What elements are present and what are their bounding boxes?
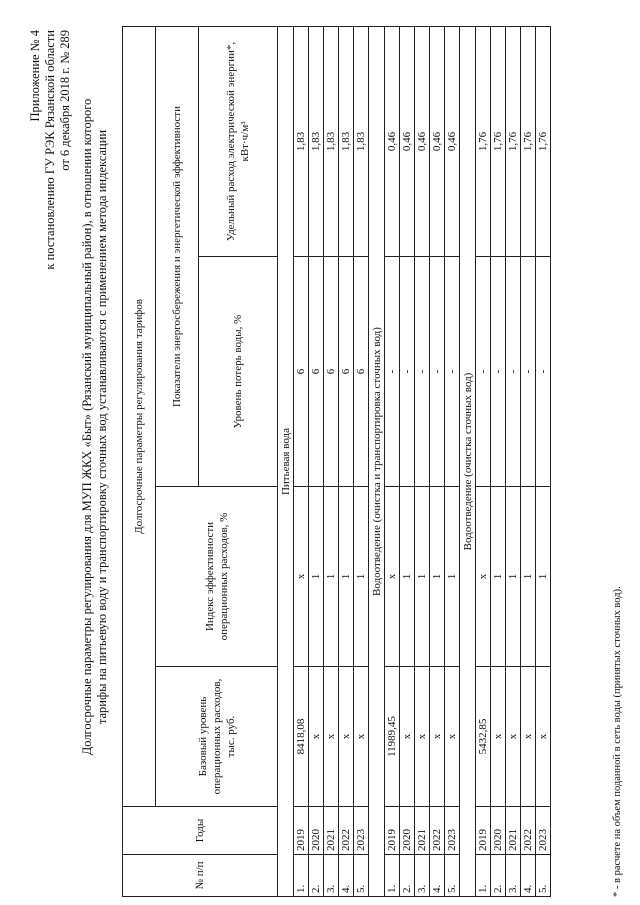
cell-base: х [309, 667, 324, 807]
cell-loss: - [491, 257, 506, 487]
cell-index: х [385, 487, 400, 667]
cell-power: 1,83 [294, 27, 309, 257]
cell-loss: - [445, 257, 460, 487]
table-row [491, 27, 506, 897]
header-years: Годы [123, 807, 278, 855]
cell-power: 0,46 [400, 27, 415, 257]
cell-base: х [400, 667, 415, 807]
cell-num: 3. [415, 855, 430, 897]
section-row [460, 27, 476, 897]
cell-loss: - [415, 257, 430, 487]
cell-loss: 6 [339, 257, 354, 487]
cell-num: 2. [400, 855, 415, 897]
header-water-loss: Уровень потерь воды, % [199, 257, 278, 487]
cell-loss: - [476, 257, 491, 487]
cell-index: 1 [324, 487, 339, 667]
cell-base: х [445, 667, 460, 807]
section-row [278, 27, 294, 897]
table-row [339, 27, 354, 897]
appendix-date: от 6 декабря 2018 г. № 289 [58, 30, 72, 171]
table-row [400, 27, 415, 897]
cell-num: 2. [309, 855, 324, 897]
cell-num: 1. [385, 855, 400, 897]
cell-year: 2021 [415, 807, 430, 855]
cell-base: х [415, 667, 430, 807]
cell-num: 1. [294, 855, 309, 897]
cell-base: х [430, 667, 445, 807]
cell-power: 0,46 [415, 27, 430, 257]
cell-power: 1,76 [491, 27, 506, 257]
cell-power: 0,46 [445, 27, 460, 257]
header-efficiency-index: Индекс эффективности операционных расходов, % [156, 487, 278, 667]
header-num: № п/п [123, 855, 278, 897]
cell-loss: - [506, 257, 521, 487]
section-title: Водоотведение (очистка и транспортировка сточных вод) [369, 27, 385, 897]
cell-index: 1 [415, 487, 430, 667]
cell-power: 0,46 [430, 27, 445, 257]
cell-loss: - [521, 257, 536, 487]
cell-power: 0,46 [385, 27, 400, 257]
cell-power: 1,83 [339, 27, 354, 257]
cell-loss: - [400, 257, 415, 487]
cell-power: 1,83 [324, 27, 339, 257]
table-row [476, 27, 491, 897]
cell-num: 4. [521, 855, 536, 897]
table-row [536, 27, 551, 897]
cell-num: 5. [445, 855, 460, 897]
header-long-term: Долгосрочные параметры регулирования тарифов [123, 27, 156, 807]
header-energy-indicators: Показатели энергосбережения и энергетической эффективности [156, 27, 199, 487]
appendix-title: Приложение № 4 [28, 30, 42, 122]
cell-year: 2020 [400, 807, 415, 855]
cell-year: 2021 [506, 807, 521, 855]
cell-loss: 6 [309, 257, 324, 487]
cell-year: 2023 [536, 807, 551, 855]
cell-index: 1 [400, 487, 415, 667]
footnote: * - в расчете на объем поданной в сеть воды (принятых сточных вод). [612, 586, 623, 897]
cell-loss: 6 [294, 257, 309, 487]
section-title: Водоотведение (очистка сточных вод) [460, 27, 476, 897]
cell-num: 3. [506, 855, 521, 897]
cell-base: 5432,85 [476, 667, 491, 807]
table-row [385, 27, 400, 897]
table-row [521, 27, 536, 897]
cell-year: 2022 [521, 807, 536, 855]
cell-year: 2023 [354, 807, 369, 855]
cell-year: 2020 [491, 807, 506, 855]
appendix-header [28, 30, 73, 390]
cell-base: х [536, 667, 551, 807]
cell-year: 2019 [385, 807, 400, 855]
table-row [506, 27, 521, 897]
cell-loss: - [385, 257, 400, 487]
section-row [369, 27, 385, 897]
cell-power: 1,76 [521, 27, 536, 257]
cell-loss: - [536, 257, 551, 487]
cell-num: 2. [491, 855, 506, 897]
header-base-level: Базовый уровень операционных расходов, тыс. руб. [156, 667, 278, 807]
cell-power: 1,76 [476, 27, 491, 257]
cell-base: х [521, 667, 536, 807]
cell-index: х [476, 487, 491, 667]
table-row [309, 27, 324, 897]
cell-index: 1 [339, 487, 354, 667]
cell-base: 11989,45 [385, 667, 400, 807]
cell-index: 1 [536, 487, 551, 667]
cell-num: 3. [324, 855, 339, 897]
cell-power: 1,83 [309, 27, 324, 257]
cell-power: 1,76 [536, 27, 551, 257]
header-specific-power: Удельный расход электрической энергии*, кВт·ч/м³ [199, 27, 278, 257]
cell-index: 1 [445, 487, 460, 667]
cell-index: х [294, 487, 309, 667]
cell-base: х [324, 667, 339, 807]
cell-num: 5. [536, 855, 551, 897]
cell-index: 1 [354, 487, 369, 667]
cell-loss: 6 [324, 257, 339, 487]
table-row [445, 27, 460, 897]
appendix-reference: к постановлению ГУ РЭК Рязанской области [43, 30, 57, 270]
cell-base: х [491, 667, 506, 807]
cell-num: 4. [339, 855, 354, 897]
cell-year: 2023 [445, 807, 460, 855]
cell-base: 8418,08 [294, 667, 309, 807]
cell-year: 2019 [476, 807, 491, 855]
cell-index: 1 [506, 487, 521, 667]
cell-loss: 6 [354, 257, 369, 487]
cell-index: 1 [491, 487, 506, 667]
parameters-table [122, 26, 551, 897]
title-line-2: тарифы на питьевую воду и транспортировку сточных вод устанавливаются с применением метода индексации [95, 129, 109, 725]
cell-loss: - [430, 257, 445, 487]
cell-base: х [339, 667, 354, 807]
cell-num: 5. [354, 855, 369, 897]
cell-num: 1. [476, 855, 491, 897]
table-row [430, 27, 445, 897]
cell-base: х [506, 667, 521, 807]
cell-index: 1 [430, 487, 445, 667]
cell-power: 1,83 [354, 27, 369, 257]
cell-index: 1 [309, 487, 324, 667]
table-row [324, 27, 339, 897]
cell-index: 1 [521, 487, 536, 667]
title-line-1: Долгосрочные параметры регулирования для МУП ЖКХ «Быт» (Рязанский муниципальный район), в отношении которого [80, 98, 94, 756]
section-title: Питьевая вода [278, 27, 294, 897]
table-row [294, 27, 309, 897]
cell-year: 2019 [294, 807, 309, 855]
cell-num: 4. [430, 855, 445, 897]
table-row [415, 27, 430, 897]
cell-power: 1,76 [506, 27, 521, 257]
document-title [80, 27, 110, 827]
cell-year: 2022 [339, 807, 354, 855]
cell-year: 2020 [309, 807, 324, 855]
cell-year: 2022 [430, 807, 445, 855]
cell-base: х [354, 667, 369, 807]
table-row [354, 27, 369, 897]
cell-year: 2021 [324, 807, 339, 855]
